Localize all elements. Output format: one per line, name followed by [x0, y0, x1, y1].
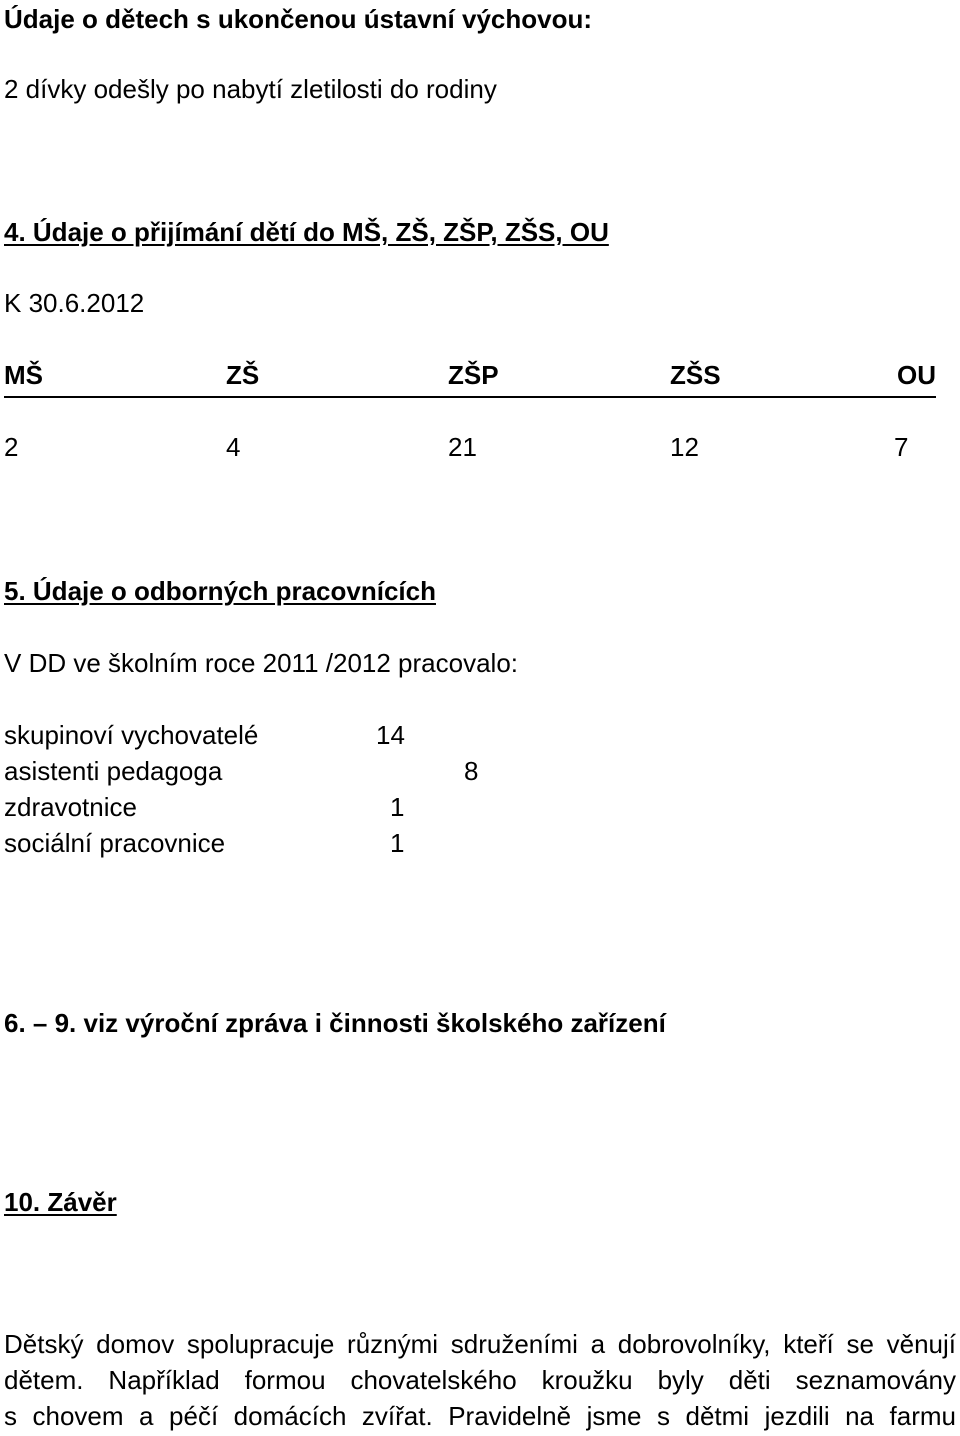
staff-count: 8	[464, 756, 479, 786]
school-type-header: MŠ	[4, 360, 43, 390]
conclusion-heading: 10. Závěr	[4, 1187, 117, 1217]
staff-row	[4, 720, 504, 752]
school-type-value: 12	[670, 432, 699, 462]
school-type-header: OU	[897, 360, 936, 390]
conclusion-line: Dětský domov spolupracuje různými sdruženími a dobrovolníky, kteří se věnují	[4, 1329, 956, 1359]
conclusion-paragraph	[4, 1326, 956, 1434]
staff-label: asistenti pedagoga	[4, 756, 223, 786]
staff-label: sociální pracovnice	[4, 828, 226, 858]
school-type-value: 21	[448, 432, 477, 462]
completed-care-text: 2 dívky odešly po nabytí zletilosti do rodiny	[4, 74, 497, 104]
staff-row	[4, 828, 504, 860]
staff-count: 1	[390, 828, 405, 858]
school-type-value: 7	[894, 432, 909, 462]
staff-count: 14	[376, 720, 405, 750]
school-type-values-row	[4, 432, 936, 468]
school-type-value: 2	[4, 432, 19, 462]
staff-heading: 5. Údaje o odborných pracovnících	[4, 576, 436, 606]
conclusion-line: s chovem a péčí domácích zvířat. Pravidelně jsme s dětmi jezdili na farmu	[4, 1401, 956, 1431]
admission-date: K 30.6.2012	[4, 288, 145, 318]
school-type-header: ZŠS	[670, 360, 721, 390]
completed-care-heading: Údaje o dětech s ukončenou ústavní výchovou:	[4, 4, 593, 34]
school-type-header: ZŠ	[226, 360, 260, 390]
school-type-header: ZŠP	[448, 360, 499, 390]
staff-count: 1	[390, 792, 405, 822]
staff-intro: V DD ve školním roce 2011 /2012 pracovalo:	[4, 648, 519, 678]
admission-heading: 4. Údaje o přijímání dětí do MŠ, ZŠ, ZŠP, ZŠS, OU	[4, 217, 609, 247]
staff-label: skupinoví vychovatelé	[4, 720, 259, 750]
conclusion-line: dětem. Například formou chovatelského kroužku byly děti seznamovány	[4, 1365, 956, 1395]
school-type-value: 4	[226, 432, 241, 462]
staff-row	[4, 756, 504, 788]
school-type-header-row	[4, 360, 936, 398]
reports-heading: 6. – 9. viz výroční zpráva i činnosti školského zařízení	[4, 1008, 666, 1038]
staff-row	[4, 792, 504, 824]
staff-label: zdravotnice	[4, 792, 137, 822]
